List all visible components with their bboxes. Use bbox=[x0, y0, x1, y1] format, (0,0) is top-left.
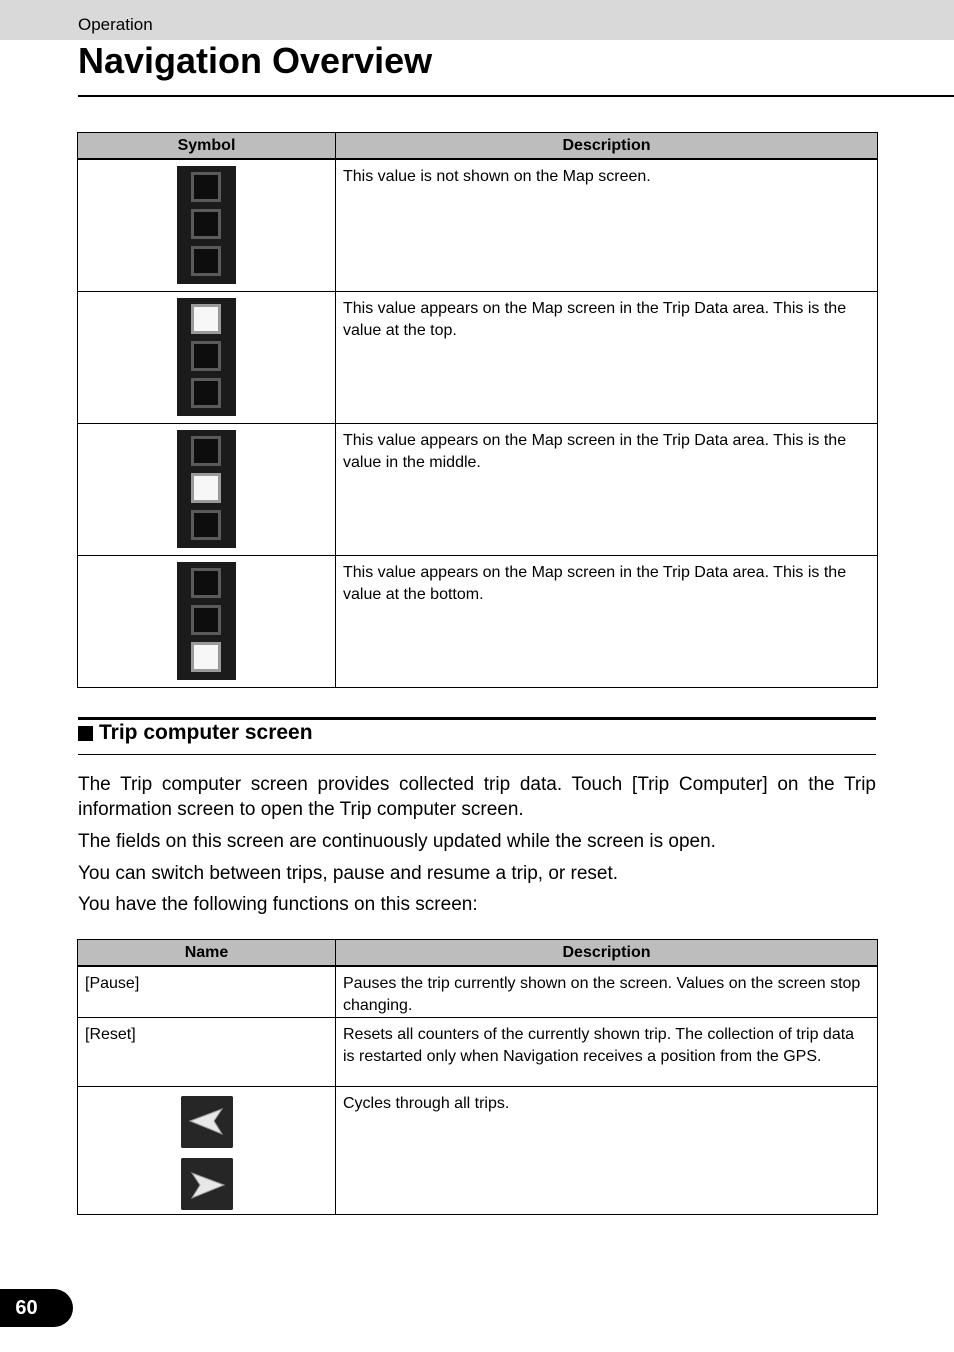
trip-indicator-bottom-icon bbox=[177, 562, 236, 680]
paragraph: You can switch between trips, pause and resume a trip, or reset. bbox=[78, 863, 619, 884]
subsection-heading bbox=[78, 721, 313, 745]
symbol-description: This value appears on the Map screen in the Trip Data area. This is the value in the middle. bbox=[336, 424, 878, 556]
trip-indicator-middle-icon bbox=[177, 430, 236, 548]
subsection-rule-bottom bbox=[78, 754, 876, 755]
paragraph: You have the following functions on this screen: bbox=[78, 894, 478, 915]
symbol-description: This value is not shown on the Map screen. bbox=[336, 159, 878, 292]
column-header-name: Name bbox=[78, 940, 336, 967]
title-divider bbox=[78, 95, 954, 97]
square-bullet-icon bbox=[78, 726, 93, 741]
subsection-rule-top bbox=[78, 717, 876, 720]
subsection-title: Trip computer screen bbox=[99, 721, 313, 744]
table-row bbox=[78, 159, 878, 292]
function-name: [Reset] bbox=[78, 1018, 336, 1087]
function-description: Cycles through all trips. bbox=[336, 1087, 878, 1215]
previous-arrow-icon bbox=[181, 1096, 233, 1148]
table-row bbox=[78, 1087, 878, 1215]
column-header-symbol: Symbol bbox=[78, 133, 336, 160]
table-row bbox=[78, 1018, 878, 1087]
function-name: [Pause] bbox=[78, 966, 336, 1018]
paragraph: The fields on this screen are continuously updated while the screen is open. bbox=[78, 831, 716, 852]
trip-indicator-none-icon bbox=[177, 166, 236, 284]
next-arrow-icon bbox=[181, 1158, 233, 1210]
trip-indicator-top-icon bbox=[177, 298, 236, 416]
functions-table bbox=[77, 939, 878, 1215]
function-description: Resets all counters of the currently shown trip. The collection of trip data is restarted only when Navigation receives a position from the GPS. bbox=[336, 1018, 878, 1087]
table-row bbox=[78, 556, 878, 688]
table-row bbox=[78, 292, 878, 424]
paragraph: The Trip computer screen provides collected trip data. Touch [Trip Computer] on the Trip information screen to open the Trip computer screen. bbox=[78, 774, 876, 820]
table-row bbox=[78, 966, 878, 1018]
page-number bbox=[0, 1289, 73, 1327]
column-header-description: Description bbox=[336, 133, 878, 160]
symbols-table bbox=[77, 132, 878, 688]
page-title: Navigation Overview bbox=[78, 40, 433, 81]
symbol-description: This value appears on the Map screen in the Trip Data area. This is the value at the bottom. bbox=[336, 556, 878, 688]
column-header-description: Description bbox=[336, 940, 878, 967]
section-label: Operation bbox=[78, 15, 153, 34]
page-number-label: 60 bbox=[15, 1296, 38, 1319]
function-description: Pauses the trip currently shown on the screen. Values on the screen stop changing. bbox=[336, 966, 878, 1018]
symbol-description: This value appears on the Map screen in the Trip Data area. This is the value at the top. bbox=[336, 292, 878, 424]
table-row bbox=[78, 424, 878, 556]
